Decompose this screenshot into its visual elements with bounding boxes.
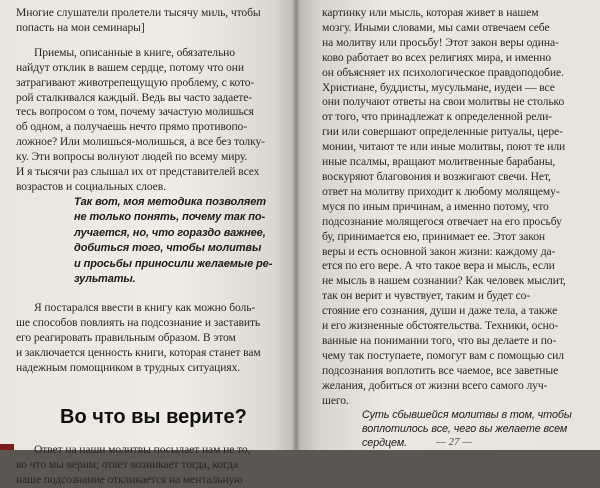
section-heading: Во что вы верите?: [60, 405, 247, 428]
text-line: так он верит и чувствует, таким и будет со-: [322, 289, 531, 303]
text-line: Ответ на наши молитвы посылает нам не то,: [34, 442, 251, 456]
right-page: [296, 0, 600, 450]
text-line: Христиане, буддисты, мусульмане, иудеи — все: [322, 80, 555, 94]
text-line: гии или совершают определенные ритуалы, цере-: [322, 125, 563, 139]
text-line: на молитву или просьбу! Этот закон веры одина-: [322, 35, 559, 49]
page-number: — 27 —: [436, 436, 473, 448]
text-line: он объясняет их психологическое правдоподобие.: [322, 65, 564, 79]
text-line: возрастов и социальных слоев.: [16, 179, 166, 193]
background-edge: [0, 444, 14, 450]
text-line: монии, читают те или иные молитвы, поют те или: [322, 140, 566, 154]
body-paragraph: [16, 301, 282, 376]
text-line: веры и есть основной закон жизни: каждому да-: [322, 244, 556, 258]
text-line: во что мы верим; ответ возникает тогда, когда: [16, 457, 238, 471]
text-line: наше подсознание откликается на ментальную: [16, 472, 243, 486]
text-line: И я тысячи раз слышал их от представителей всех: [16, 165, 260, 179]
quote-line: добиться того, чтобы молитвы: [74, 242, 262, 255]
text-line: они получают ответы на свои молитвы не столько: [322, 95, 565, 109]
text-line: мозгу. Иными словами, мы сами отвечаем себе: [322, 20, 550, 34]
text-line: муся по иным причинам, а именно потому, что: [322, 199, 549, 213]
book-gutter: [292, 0, 300, 450]
text-line: стояние его сознания, души и даже тела, а также: [322, 304, 558, 318]
text-line: ется по его вере. А что такое вера и мысль, если: [322, 259, 555, 273]
intro-paragraph: [16, 6, 282, 36]
pull-quote: [362, 408, 588, 450]
quote-line: сердцем.: [362, 437, 408, 450]
quote-line: Суть сбывшейся молитвы в том, чтобы: [362, 409, 572, 422]
body-paragraph: [322, 6, 588, 408]
quote-line: не только понять, почему так по-: [74, 211, 266, 224]
text-line: воскуряют благовония и возжигают свечи. Нет,: [322, 169, 551, 183]
quote-line: и просьбы приносили желаемые ре-: [74, 257, 273, 270]
text-line: ково работает во всех религиях мира, и именно: [322, 50, 552, 64]
text-line: найдут отклик в вашем сердце, потому что они: [16, 60, 244, 74]
text-line: рой сталкивался каждый. Ведь вы часто задаете-: [16, 90, 253, 104]
text-line: подсознание молящегося отвечает на его просьбу: [322, 214, 562, 228]
text-line: от того, что принадлежат к определенной рели-: [322, 110, 552, 124]
text-line: надежным помощником в трудных ситуациях.: [16, 360, 241, 374]
text-line: желания, добиться от жизни всего самого луч-: [322, 378, 548, 392]
text-line: Многие слушатели пролетели тысячу миль, чтобы: [16, 6, 261, 19]
text-line: Приемы, описанные в книге, обязательно: [34, 45, 235, 59]
spacer: [16, 36, 282, 46]
text-line: попасть на мои семинары]: [16, 20, 145, 34]
pull-quote: [74, 195, 272, 287]
text-line: тесь вопросом о том, почему зачастую молишься: [16, 105, 254, 119]
text-line: ложное? Или молишься-молишься, а все без толку-: [16, 135, 265, 149]
text-line: его реагировать правильным образом. В этом: [16, 331, 236, 345]
body-paragraph: [16, 443, 282, 488]
text-line: картинку или мысль, которая живет в нашем: [322, 6, 539, 19]
text-line: ванные на понимании того, что вы делаете и по-: [322, 333, 557, 347]
text-line: чему так поступаете, помогут вам с помощью сил: [322, 348, 564, 362]
text-line: иные псалмы, вращают молитвенные барабаны,: [322, 155, 556, 169]
text-line: ответ на молитву приходит к любому молящему-: [322, 184, 560, 198]
text-line: об одном, а получаешь нечто прямо противопо-: [16, 120, 248, 134]
quote-line: зультаты.: [74, 272, 136, 285]
left-page: [0, 0, 296, 486]
text-line: Я постарался ввести в книгу как можно боль-: [34, 301, 256, 315]
text-line: шего.: [322, 393, 349, 407]
text-line: подсознания воплотить все чаемое, все заветные: [322, 363, 559, 377]
text-line: и его жизненные обстоятельства. Техники, осно-: [322, 319, 559, 333]
text-line: и заключается ценность книги, которая станет вам: [16, 346, 261, 360]
text-line: ку. Эти вопросы волнуют людей по всему миру.: [16, 150, 248, 164]
quote-line: лучается, но, что гораздо важнее,: [74, 226, 266, 239]
quote-line: Так вот, моя методика позволяет: [74, 195, 266, 208]
text-line: затрагивают животрепещущую проблему, с кото-: [16, 75, 255, 89]
quote-line: воплотилось все, чего вы желаете всем: [362, 423, 568, 436]
text-line: ше способов повлиять на подсознание и заставить: [16, 316, 261, 330]
text-line: не мысль в нашем сознании? Как человек мыслит,: [322, 274, 566, 288]
body-paragraph: [16, 46, 282, 195]
text-line: бу, принимается ею, принимает ее. Этот закон: [322, 229, 546, 243]
